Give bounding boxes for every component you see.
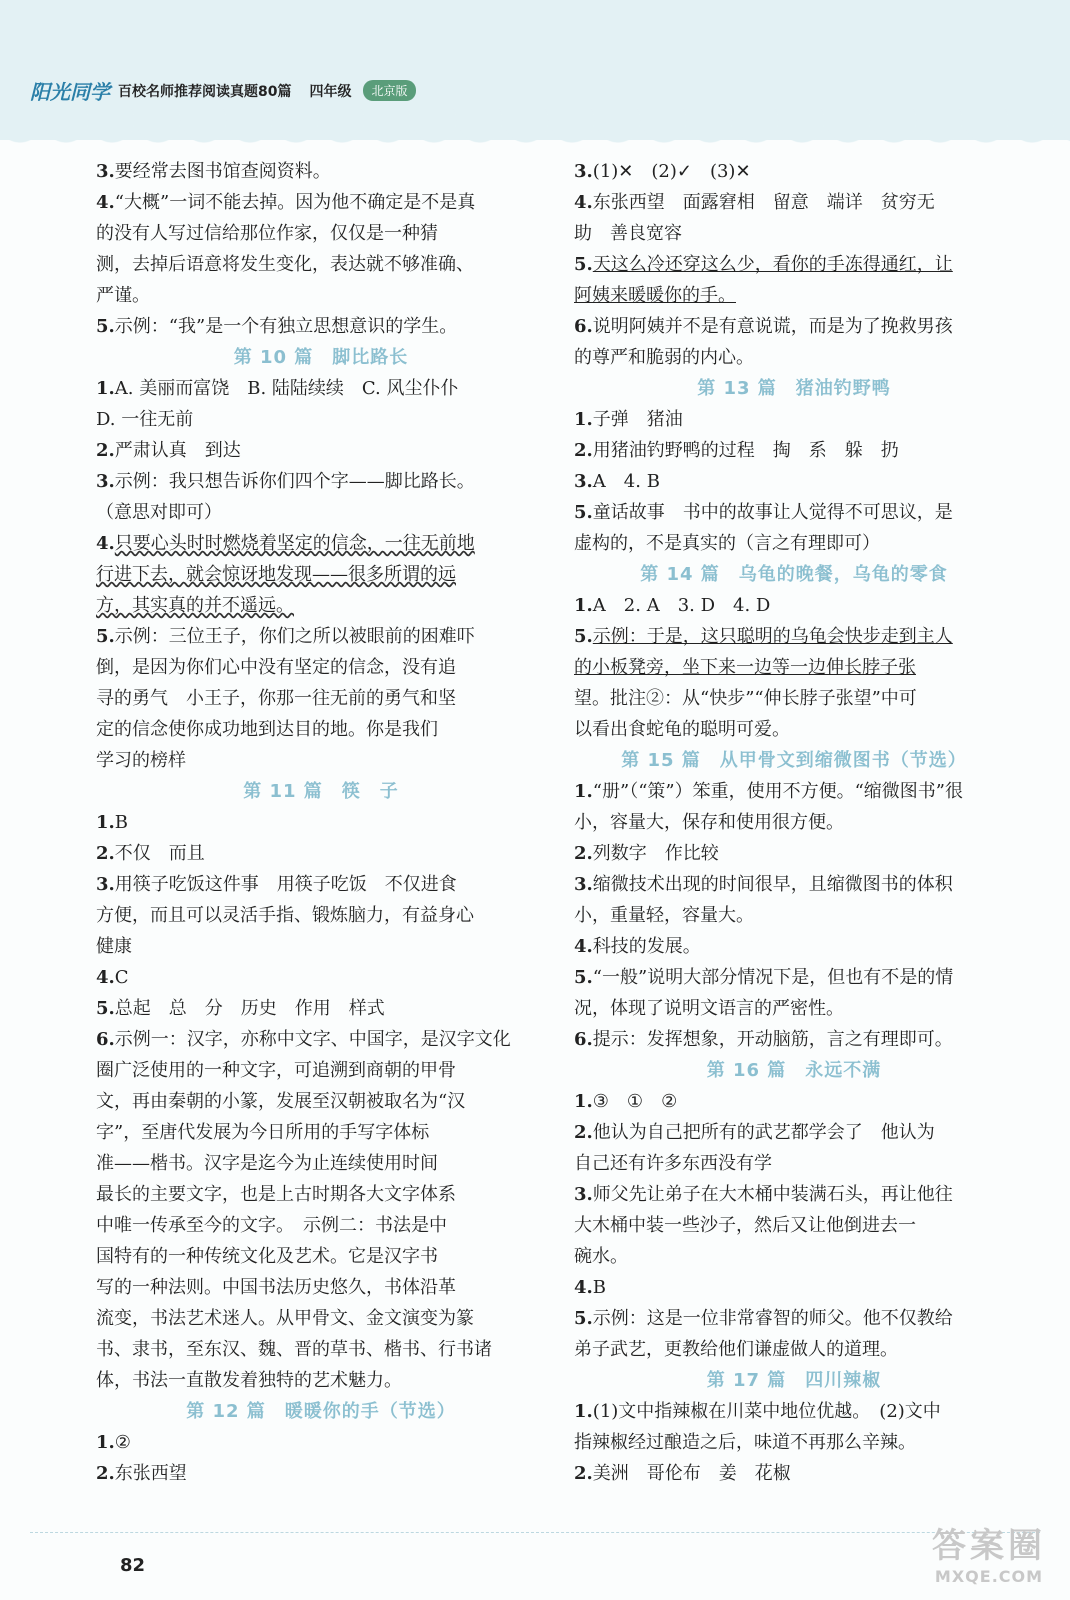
answer-text: 文，再由秦朝的小篆，发展至汉朝被取名为“汉 — [96, 1091, 466, 1112]
answer-line — [96, 528, 546, 559]
answer-number: 5. — [574, 502, 593, 523]
answer-number: 4. — [574, 1277, 593, 1298]
answer-text: 指辣椒经过酿造之后，味道不再那么辛辣。 — [574, 1432, 916, 1453]
answer-number: 1. — [574, 781, 593, 802]
answer-text: 严谨。 — [96, 285, 150, 306]
answer-text: 虚构的，不是真实的（言之有理即可） — [574, 533, 880, 554]
answer-number: 3. — [574, 1184, 593, 1205]
answer-line — [574, 466, 1014, 497]
answer-text: 提示：发挥想象，开动脑筋，言之有理即可。 — [592, 1029, 953, 1050]
answer-text: 以看出食蛇龟的聪明可爱。 — [574, 719, 790, 740]
answer-text: 子弹 猪油 — [592, 409, 683, 430]
answer-line — [574, 1179, 1014, 1210]
answer-text: B — [114, 812, 129, 833]
answer-text: 准——楷书。汉字是迄今为止连续使用时间 — [96, 1153, 438, 1174]
answer-text: “大概”一词不能去掉。因为他不确定是不是真 — [114, 192, 476, 213]
answer-number: 4. — [574, 192, 593, 213]
answer-number: 3. — [574, 161, 593, 182]
answer-line — [96, 1086, 546, 1117]
answer-line — [96, 1210, 546, 1241]
answer-text: 圈广泛使用的一种文字，可追溯到商朝的甲骨 — [96, 1060, 456, 1081]
section-title: 第 12 篇 暖暖你的手（节选） — [186, 1401, 456, 1422]
answer-line — [96, 1024, 546, 1055]
answer-text: (1)✕ (2)✓ (3)✕ — [592, 161, 751, 182]
answer-line — [574, 404, 1014, 435]
answer-line — [96, 156, 546, 187]
answer-text: 示例：我只想告诉你们四个字——脚比路长。 — [114, 471, 475, 492]
answer-line — [574, 1024, 1014, 1055]
answer-line — [96, 590, 546, 621]
answer-number: 1. — [574, 1401, 593, 1422]
answer-line — [574, 435, 1014, 466]
answer-text: 况，体现了说明文语言的严密性。 — [574, 998, 844, 1019]
answer-line — [96, 1241, 546, 1272]
answer-number: 1. — [96, 1432, 115, 1453]
answer-text: 碗水。 — [574, 1246, 628, 1267]
answer-text: 他认为自己把所有的武艺都学会了 他认为 — [592, 1122, 935, 1143]
answer-line — [574, 1117, 1014, 1148]
answer-text: 东张西望 — [114, 1463, 187, 1484]
answer-text: 寻的勇气 小王子，你那一往无前的勇气和坚 — [96, 688, 456, 709]
answer-line — [96, 621, 546, 652]
answer-line — [96, 466, 546, 497]
answer-line — [96, 869, 546, 900]
answer-number: 3. — [574, 471, 593, 492]
answer-text: 倒，是因为你们心中没有坚定的信念，没有追 — [96, 657, 456, 678]
grade-label: 四年级 — [309, 83, 352, 100]
answer-number: 4. — [96, 533, 115, 554]
answer-number: 3. — [574, 874, 593, 895]
answer-line — [574, 1148, 1014, 1179]
answer-column-left — [96, 156, 546, 1489]
answer-line — [574, 1086, 1014, 1117]
answer-text: 的尊严和脆弱的内心。 — [574, 347, 754, 368]
answer-text: 不仅 而且 — [114, 843, 205, 864]
answer-text: 示例：这是一位非常睿智的师父。他不仅教给 — [592, 1308, 953, 1329]
answer-number: 4. — [96, 967, 115, 988]
answer-number: 2. — [96, 843, 115, 864]
answer-number: 4. — [96, 192, 115, 213]
answer-line — [96, 497, 546, 528]
answer-number: 5. — [96, 998, 115, 1019]
answer-text: 小，容量大，保存和使用很方便。 — [574, 812, 844, 833]
page-header — [0, 0, 1070, 140]
answer-text: 用筷子吃饭这件事 用筷子吃饭 不仅进食 — [114, 874, 457, 895]
answer-line — [574, 187, 1014, 218]
answer-number: 1. — [96, 812, 115, 833]
answer-text: D. 一往无前 — [96, 409, 194, 430]
answer-text: 示例：“我”是一个有独立思想意识的学生。 — [114, 316, 458, 337]
answer-line — [96, 714, 546, 745]
answer-text: 流变，书法艺术迷人。从甲骨文、金文演变为篆 — [96, 1308, 474, 1329]
answer-line — [96, 1117, 546, 1148]
answer-number: 6. — [574, 316, 593, 337]
answer-line — [96, 1334, 546, 1365]
answer-line — [96, 807, 546, 838]
answer-line — [574, 1210, 1014, 1241]
answer-text: 缩微技术出现的时间很早，且缩微图书的体积 — [592, 874, 953, 895]
answer-text: 严肃认真 到达 — [114, 440, 241, 461]
answer-line — [574, 900, 1014, 931]
answer-line — [574, 776, 1014, 807]
answer-text: 字”，至唐代发展为今日所用的手写字体标 — [96, 1122, 430, 1143]
answer-text: ② — [114, 1432, 131, 1453]
section-title: 第 17 篇 四川辣椒 — [706, 1370, 882, 1391]
answer-line — [96, 1303, 546, 1334]
answer-line — [96, 1179, 546, 1210]
answer-number: 5. — [574, 254, 593, 275]
answer-text: A 4. B — [592, 471, 660, 492]
answer-line — [574, 962, 1014, 993]
answer-number: 2. — [96, 440, 115, 461]
answer-text: 科技的发展。 — [592, 936, 701, 957]
answer-text: C — [114, 967, 129, 988]
answer-text: 东张西望 面露窘相 留意 端详 贫穷无 — [592, 192, 935, 213]
answer-line — [96, 993, 546, 1024]
answer-text: 方便，而且可以灵活手指、锻炼脑力，有益身心 — [96, 905, 474, 926]
answer-text: （意思对即可） — [96, 502, 222, 523]
answer-number: 1. — [574, 1091, 593, 1112]
answer-column-right — [574, 156, 1014, 1489]
answer-text: 小，重量轻，容量大。 — [574, 905, 754, 926]
answer-line — [96, 249, 546, 280]
answer-line — [574, 807, 1014, 838]
edition-badge: 北京版 — [363, 80, 415, 101]
answer-line — [574, 714, 1014, 745]
section-title: 第 10 篇 脚比路长 — [233, 347, 409, 368]
answer-line — [574, 528, 1014, 559]
answer-text: 只要心头时时燃烧着坚定的信念，一往无前地 — [114, 533, 475, 554]
section-title: 第 15 篇 从甲骨文到缩微图书（节选） — [621, 750, 967, 771]
answer-line — [574, 993, 1014, 1024]
answer-line — [96, 435, 546, 466]
answer-line — [96, 838, 546, 869]
answer-number: 1. — [96, 378, 115, 399]
answer-number: 3. — [96, 874, 115, 895]
answer-text: 要经常去图书馆查阅资料。 — [114, 161, 331, 182]
answer-text: 列数字 作比较 — [592, 843, 719, 864]
answer-line — [96, 1148, 546, 1179]
answer-line — [96, 745, 546, 776]
answer-text: 最长的主要文字，也是上古时期各大文字体系 — [96, 1184, 456, 1205]
answer-text: 自己还有许多东西没有学 — [574, 1153, 772, 1174]
answer-text: A 2. A 3. D 4. D — [592, 595, 771, 616]
answer-line — [574, 683, 1014, 714]
answer-line — [574, 931, 1014, 962]
answer-line — [574, 342, 1014, 373]
answer-line — [574, 156, 1014, 187]
answer-text: “一般”说明大部分情况下是，但也有不是的情 — [592, 967, 954, 988]
answer-line — [96, 218, 546, 249]
answer-text: 测，去掉后语意将发生变化，表达就不够准确、 — [96, 254, 474, 275]
answer-text: 写的一种法则。中国书法历史悠久，书体沿革 — [96, 1277, 456, 1298]
watermark-url: MXQE.COM — [934, 1567, 1044, 1586]
answer-number: 5. — [96, 626, 115, 647]
answer-line — [574, 621, 1014, 652]
answer-number: 3. — [96, 161, 115, 182]
answer-line — [96, 1055, 546, 1086]
section-title: 第 14 篇 乌龟的晚餐，乌龟的零食 — [640, 564, 948, 585]
answer-number: 2. — [574, 843, 593, 864]
answer-text: 中唯一传承至今的文字。 示例二：书法是中 — [96, 1215, 447, 1236]
answer-text: 行进下去，就会惊讶地发现——很多所谓的远 — [96, 564, 456, 585]
answer-number: 2. — [574, 1122, 593, 1143]
answer-text: 的没有人写过信给那位作家，仅仅是一种猜 — [96, 223, 438, 244]
answer-line — [96, 311, 546, 342]
answer-line — [574, 1241, 1014, 1272]
answer-text: 大木桶中装一些沙子，然后又让他倒进去一 — [574, 1215, 916, 1236]
section-title: 第 16 篇 永远不满 — [706, 1060, 882, 1081]
answer-text: 学习的榜样 — [96, 750, 186, 771]
answer-line — [574, 869, 1014, 900]
answer-line — [96, 404, 546, 435]
answer-line — [574, 497, 1014, 528]
answer-line — [574, 838, 1014, 869]
answer-line — [96, 559, 546, 590]
answer-text: 书、隶书，至东汉、魏、晋的草书、楷书、行书诸 — [96, 1339, 492, 1360]
answer-text: 助 善良宽容 — [574, 223, 682, 244]
answer-line — [96, 652, 546, 683]
answer-text: 示例一：汉字，亦称中文字、中国字，是汉字文化 — [114, 1029, 511, 1050]
answer-text: 方，其实真的并不遥远。 — [96, 595, 294, 616]
answer-number: 2. — [574, 1463, 593, 1484]
answer-text: 阿姨来暖暖你的手。 — [574, 285, 736, 306]
watermark-logo: 答案圈 — [932, 1526, 1046, 1566]
answer-line — [574, 311, 1014, 342]
book-brand — [30, 76, 416, 105]
answer-line — [96, 1272, 546, 1303]
answer-text: A. 美丽而富饶 B. 陆陆续续 C. 风尘仆仆 — [114, 378, 459, 399]
answer-line — [574, 1396, 1014, 1427]
answer-line — [96, 373, 546, 404]
answer-text: 示例：于是，这只聪明的乌龟会快步走到主人 — [592, 626, 953, 647]
answer-line — [574, 249, 1014, 280]
answer-text: 的小板凳旁，坐下来一边等一边伸长脖子张 — [574, 657, 916, 678]
answer-text: 天这么冷还穿这么少，看你的手冻得通红，让 — [592, 254, 953, 275]
answer-number: 3. — [96, 471, 115, 492]
answer-number: 5. — [96, 316, 115, 337]
footer-divider — [30, 1532, 1040, 1533]
answer-line — [574, 590, 1014, 621]
series-title: 百校名师推荐阅读真题80篇 — [118, 83, 292, 100]
answer-text: 国特有的一种传统文化及艺术。它是汉字书 — [96, 1246, 438, 1267]
answer-number: 6. — [96, 1029, 115, 1050]
answer-text: 说明阿姨并不是有意说谎，而是为了挽救男孩 — [592, 316, 953, 337]
page-number: 82 — [120, 1555, 146, 1576]
answer-line — [96, 1365, 546, 1396]
answer-line — [96, 280, 546, 311]
answer-text: 健康 — [96, 936, 132, 957]
answer-line — [574, 652, 1014, 683]
section-title: 第 13 篇 猪油钓野鸭 — [697, 378, 891, 399]
answer-text: 美洲 哥伦布 姜 花椒 — [592, 1463, 791, 1484]
answer-line — [96, 900, 546, 931]
answer-text: 用猪油钓野鸭的过程 掏 系 躲 扔 — [592, 440, 899, 461]
answer-number: 2. — [574, 440, 593, 461]
answer-text: 体，书法一直散发着独特的艺术魅力。 — [96, 1370, 402, 1391]
answer-text: 示例：三位王子，你们之所以被眼前的困难吓 — [114, 626, 475, 647]
answer-line — [574, 1272, 1014, 1303]
site-watermark — [932, 1518, 1046, 1586]
answer-line — [96, 187, 546, 218]
answer-text: “册”（“策”）笨重，使用不方便。“缩微图书”很 — [592, 781, 964, 802]
answer-text: 望。批注②：从“快步”“伸长脖子张望”中可 — [574, 688, 917, 709]
answer-line — [574, 1427, 1014, 1458]
answer-text: (1)文中指辣椒在川菜中地位优越。 (2)文中 — [592, 1401, 941, 1422]
answer-line — [574, 1303, 1014, 1334]
answer-line — [574, 1334, 1014, 1365]
answer-line — [574, 1458, 1014, 1489]
answer-text: 定的信念使你成功地到达目的地。你是我们 — [96, 719, 438, 740]
answer-line — [96, 931, 546, 962]
answer-line — [574, 218, 1014, 249]
answer-number: 1. — [574, 409, 593, 430]
answer-line — [96, 1458, 546, 1489]
answer-text: 师父先让弟子在大木桶中装满石头，再让他往 — [592, 1184, 953, 1205]
cloud-border — [0, 108, 1070, 153]
answer-line — [574, 280, 1014, 311]
answer-line — [96, 962, 546, 993]
answer-number: 4. — [574, 936, 593, 957]
answer-number: 5. — [574, 967, 593, 988]
brand-logo: 阳光同学 — [30, 80, 110, 104]
answer-number: 6. — [574, 1029, 593, 1050]
answer-text: ③ ① ② — [592, 1091, 678, 1112]
answer-number: 1. — [574, 595, 593, 616]
answer-line — [96, 1427, 546, 1458]
answer-text: 总起 总 分 历史 作用 样式 — [114, 998, 385, 1019]
section-title: 第 11 篇 筷 子 — [243, 781, 399, 802]
answer-text: 弟子武艺，更教给他们谦虚做人的道理。 — [574, 1339, 898, 1360]
answer-number: 5. — [574, 626, 593, 647]
answer-number: 2. — [96, 1463, 115, 1484]
answer-text: 童话故事 书中的故事让人觉得不可思议，是 — [592, 502, 953, 523]
answer-text: B — [592, 1277, 607, 1298]
answer-number: 5. — [574, 1308, 593, 1329]
answer-line — [96, 683, 546, 714]
